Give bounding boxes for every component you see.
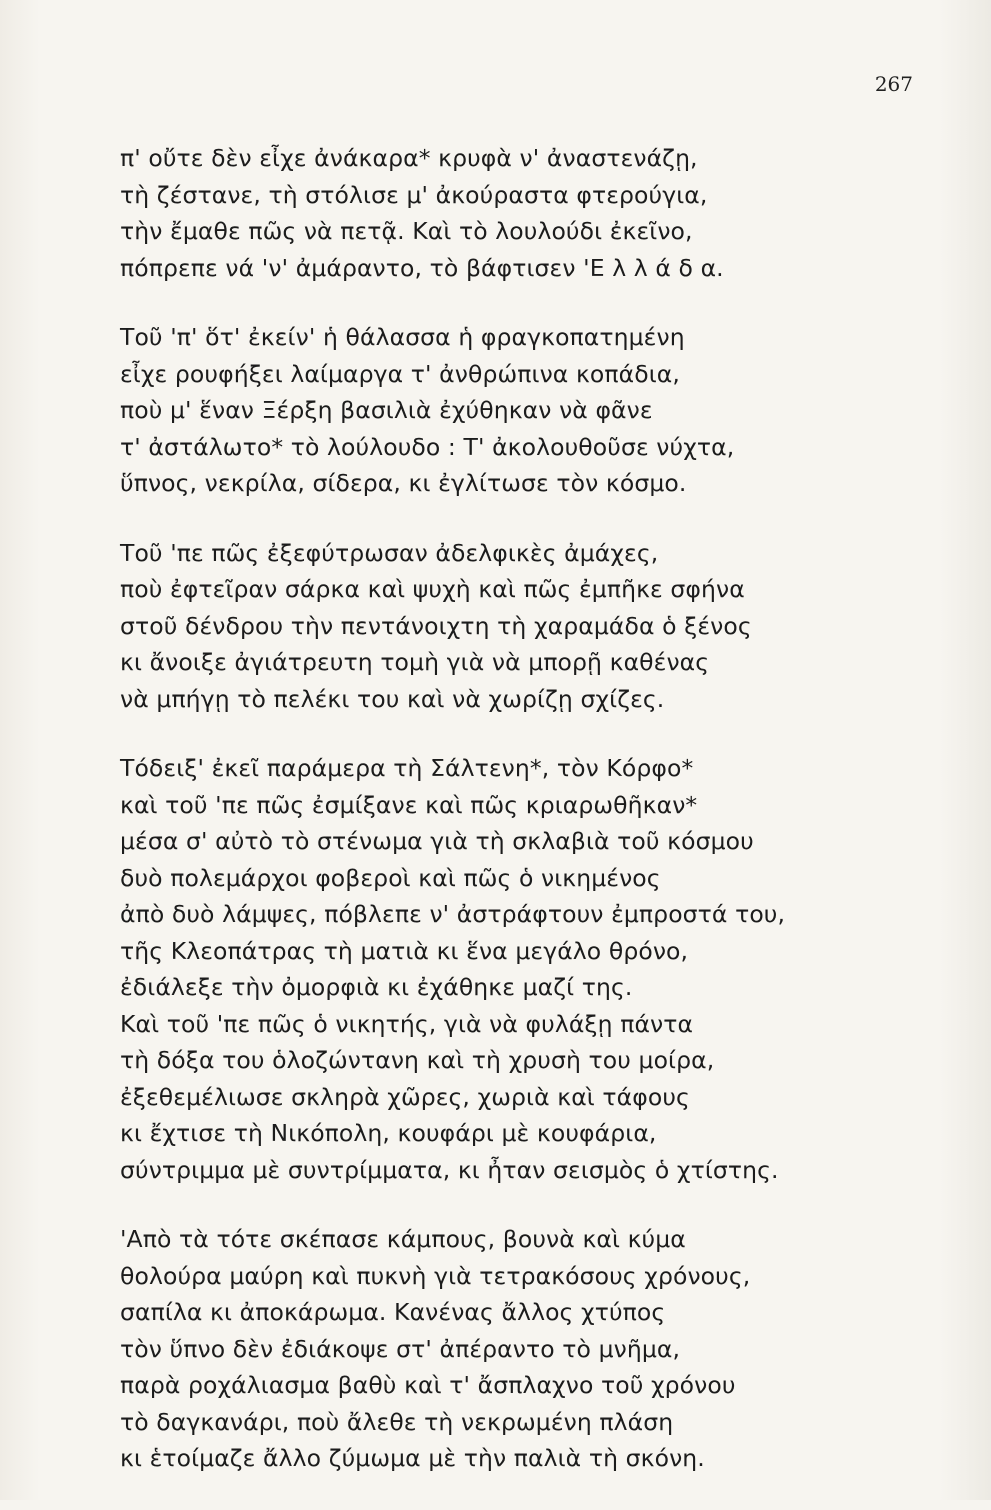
poem-line: παρὰ ροχάλιασμα βαθὺ καὶ τ' ἄσπλαχνο τοῦ χρόνου xyxy=(120,1371,736,1399)
poem-line: Καὶ τοῦ 'πε πῶς ὁ νικητής, γιὰ νὰ φυλάξῃ πάντα xyxy=(120,1009,694,1038)
poem-line: Τόδειξ' ἐκεῖ παράμερα τὴ Σάλτενη*, τὸν Κόρφο* xyxy=(120,754,694,782)
poem-line: δυὸ πολεμάρχοι φοβεροὶ καὶ πῶς ὁ νικημένος xyxy=(120,863,661,892)
poem-line: μέσα σ' αὐτὸ τὸ στένωμα γιὰ τὴ σκλαβιὰ τοῦ κόσμου xyxy=(120,827,754,855)
poem-line: τὸ δαγκανάρι, ποὺ ἄλεθε τὴ νεκρωμένη πλάση xyxy=(120,1407,674,1436)
poem-line: τὴ δόξα του ὁλοζώντανη καὶ τὴ χρυσὴ του μοίρα, xyxy=(120,1046,715,1074)
poem-line: εἶχε ρουφήξει λαίμαργα τ' ἀνθρώπινα κοπάδια, xyxy=(120,359,680,388)
poem-line: ποὺ ἐφτεῖραν σάρκα καὶ ψυχὴ καὶ πῶς ἐμπῆκε σφήνα xyxy=(120,575,745,603)
stanza-4 xyxy=(120,750,920,1188)
page-number: 267 xyxy=(874,72,913,96)
poem-line: τὸν ὕπνο δὲν ἐδιάκοψε στ' ἀπέραντο τὸ μνῆμα, xyxy=(120,1334,681,1363)
poem-line: σύντριμμα μὲ συντρίμματα, κι ἦταν σεισμὸς ὁ χτίστης. xyxy=(120,1155,779,1184)
poem-line: Τοῦ 'πε πῶς ἐξεφύτρωσαν ἀδελφικὲς ἀμάχες, xyxy=(120,538,659,567)
poem-line: π' οὔτε δὲν εἶχε ἀνάκαρα* κρυφὰ ν' ἀναστενάζῃ, xyxy=(120,144,698,172)
poem-body xyxy=(120,140,920,1510)
poem-line: ἀπὸ δυὸ λάμψες, πόβλεπε ν' ἀστράφτουν ἐμπροστά του, xyxy=(120,900,786,928)
poem-line: τὴ ζέστανε, τὴ στόλισε μ' ἀκούραστα φτερούγια, xyxy=(120,180,708,209)
poem-line: στοῦ δένδρου τὴν πεντάνοιχτη τὴ χαραμάδα ὁ ξένος xyxy=(120,611,752,640)
poem-line: θολούρα μαύρη καὶ πυκνὴ γιὰ τετρακόσους χρόνους, xyxy=(120,1261,751,1290)
poem-line: ἐδιάλεξε τὴν ὀμορφιὰ κι ἐχάθηκε μαζί της. xyxy=(120,973,633,1001)
poem-line: ἐξεθεμέλιωσε σκληρὰ χῶρες, χωριὰ καὶ τάφους xyxy=(120,1082,690,1111)
poem-line: πόπρεπε νά 'ν' ἀμάραντο, τὸ βάφτισεν 'Ε λ λ ά δ α. xyxy=(120,253,724,282)
poem-line: κι ἔχτισε τὴ Νικόπολη, κουφάρι μὲ κουφάρια, xyxy=(120,1119,657,1147)
poem-line: τῆς Κλεοπάτρας τὴ ματιὰ κι ἕνα μεγάλο θρόνο, xyxy=(120,936,689,965)
poem-line: σαπίλα κι ἀποκάρωμα. Κανένας ἄλλος χτύπος xyxy=(120,1298,666,1326)
poem-line: κι ἑτοίμαζε ἄλλο ζύμωμα μὲ τὴν παλιὰ τὴ σκόνη. xyxy=(120,1444,705,1472)
poem-line: Τοῦ 'π' ὅτ' ἐκείν' ἡ θάλασσα ἡ φραγκοπατημένη xyxy=(120,323,685,351)
poem-line: τ' ἀστάλωτο* τὸ λούλουδο : Τ' ἀκολουθοῦσε νύχτα, xyxy=(120,432,735,461)
stanza-1 xyxy=(120,140,920,286)
poem-line: νὰ μπήγῃ τὸ πελέκι του καὶ νὰ χωρίζῃ σχίζες. xyxy=(120,684,665,713)
poem-line: κι ἄνοιξε ἀγιάτρευτη τομὴ γιὰ νὰ μπορῇ καθένας xyxy=(120,648,710,676)
stanza-3 xyxy=(120,535,920,718)
poem-line: ὕπνος, νεκρίλα, σίδερα, κι ἐγλίτωσε τὸν κόσμο. xyxy=(120,469,687,497)
stanza-2 xyxy=(120,319,920,502)
stanza-5 xyxy=(120,1221,920,1477)
poem-line: τὴν ἔμαθε πῶς νὰ πετᾷ. Καὶ τὸ λουλούδι ἐκεῖνο, xyxy=(120,217,693,245)
poem-line: 'Απὸ τὰ τότε σκέπασε κάμπους, βουνὰ καὶ κύμα xyxy=(120,1225,686,1253)
poem-line: ποὺ μ' ἕναν Ξέρξη βασιλιὰ ἐχύθηκαν νὰ φᾶνε xyxy=(120,396,653,424)
poem-line: καὶ τοῦ 'πε πῶς ἐσμίξανε καὶ πῶς κριαρωθῆκαν* xyxy=(120,790,698,819)
